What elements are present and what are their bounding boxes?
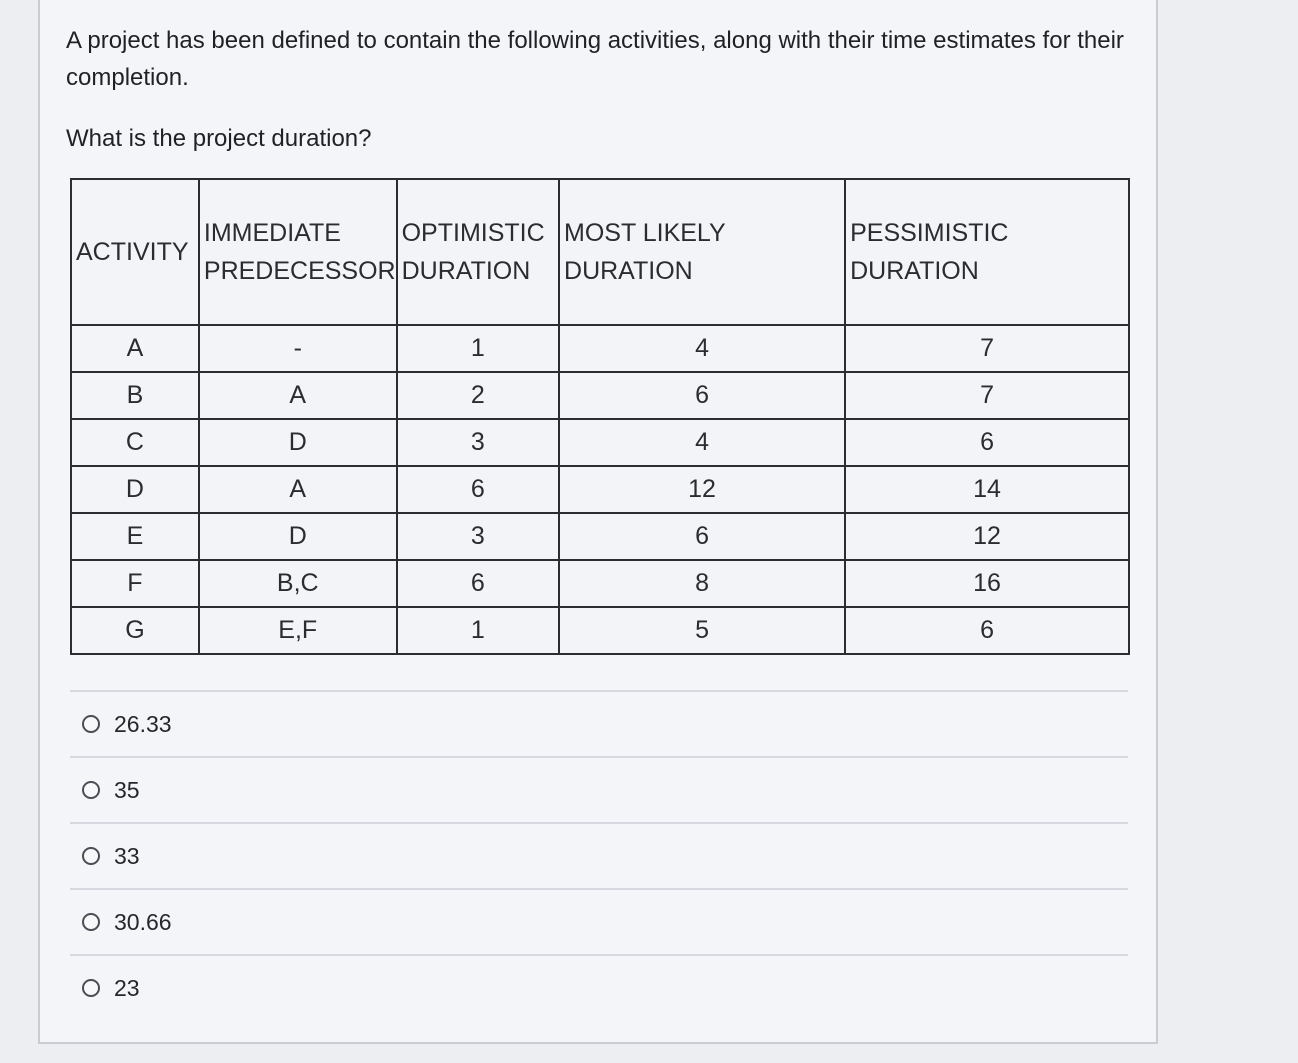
header-pessimistic: PESSIMISTIC DURATION	[845, 179, 1129, 325]
answer-options	[70, 690, 1128, 1020]
answer-option[interactable]	[70, 690, 1128, 756]
cell-activity: F	[71, 560, 199, 607]
answer-label: 26.33	[114, 710, 172, 737]
cell-predecessor: D	[199, 513, 397, 560]
header-activity: ACTIVITY	[71, 179, 199, 325]
activity-table	[70, 178, 1130, 655]
cell-predecessor: A	[199, 466, 397, 513]
radio-button[interactable]	[82, 715, 100, 733]
cell-predecessor: A	[199, 372, 397, 419]
answer-label: 30.66	[114, 908, 172, 935]
cell-pessimistic: 12	[845, 513, 1129, 560]
cell-optimistic: 1	[397, 325, 559, 372]
radio-button[interactable]	[82, 781, 100, 799]
radio-button[interactable]	[82, 913, 100, 931]
cell-optimistic: 3	[397, 419, 559, 466]
table-row	[71, 372, 1129, 419]
answer-label: 35	[114, 776, 140, 803]
cell-most-likely: 12	[559, 466, 845, 513]
cell-most-likely: 4	[559, 419, 845, 466]
cell-pessimistic: 14	[845, 466, 1129, 513]
radio-button[interactable]	[82, 979, 100, 997]
answer-label: 33	[114, 842, 140, 869]
cell-activity: A	[71, 325, 199, 372]
cell-activity: B	[71, 372, 199, 419]
cell-activity: C	[71, 419, 199, 466]
question-text	[66, 22, 1146, 157]
cell-optimistic: 6	[397, 560, 559, 607]
cell-activity: E	[71, 513, 199, 560]
cell-optimistic: 2	[397, 372, 559, 419]
table-row	[71, 513, 1129, 560]
cell-most-likely: 4	[559, 325, 845, 372]
question-ask: What is the project duration?	[66, 125, 372, 152]
table-row	[71, 560, 1129, 607]
cell-pessimistic: 6	[845, 419, 1129, 466]
cell-pessimistic: 7	[845, 325, 1129, 372]
cell-most-likely: 6	[559, 513, 845, 560]
table-row	[71, 325, 1129, 372]
cell-activity: G	[71, 607, 199, 654]
header-optimistic: OPTIMISTIC DURATION	[397, 179, 559, 325]
cell-pessimistic: 16	[845, 560, 1129, 607]
cell-most-likely: 6	[559, 372, 845, 419]
answer-option[interactable]	[70, 822, 1128, 888]
cell-predecessor: D	[199, 419, 397, 466]
cell-predecessor: E,F	[199, 607, 397, 654]
cell-pessimistic: 6	[845, 607, 1129, 654]
table-row	[71, 607, 1129, 654]
answer-option[interactable]	[70, 756, 1128, 822]
answer-option[interactable]	[70, 888, 1128, 954]
cell-most-likely: 8	[559, 560, 845, 607]
cell-optimistic: 6	[397, 466, 559, 513]
cell-most-likely: 5	[559, 607, 845, 654]
header-predecessor: IMMEDIATE PREDECESSOR	[199, 179, 397, 325]
cell-optimistic: 1	[397, 607, 559, 654]
cell-pessimistic: 7	[845, 372, 1129, 419]
answer-label: 23	[114, 974, 140, 1001]
cell-predecessor: -	[199, 325, 397, 372]
header-most-likely: MOST LIKELY DURATION	[559, 179, 845, 325]
cell-activity: D	[71, 466, 199, 513]
question-prompt: A project has been defined to contain the following activities, along with their time estimates for their completion.	[66, 27, 1124, 91]
cell-predecessor: B,C	[199, 560, 397, 607]
radio-button[interactable]	[82, 847, 100, 865]
table-header-row	[71, 179, 1129, 325]
table-row	[71, 466, 1129, 513]
cell-optimistic: 3	[397, 513, 559, 560]
answer-option[interactable]	[70, 954, 1128, 1020]
table-row	[71, 419, 1129, 466]
